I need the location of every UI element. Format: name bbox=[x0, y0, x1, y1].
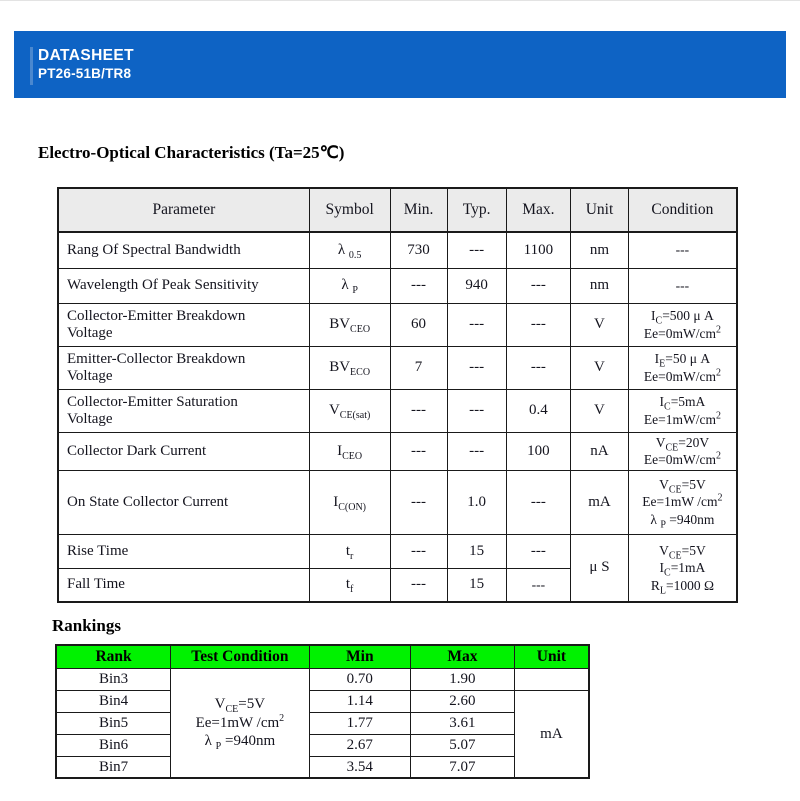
header-banner bbox=[14, 31, 786, 98]
column-header: Max bbox=[410, 645, 514, 668]
table-cell: --- bbox=[447, 303, 506, 346]
table-cell: --- bbox=[506, 470, 571, 534]
table-cell: Wavelength Of Peak Sensitivity bbox=[58, 268, 309, 303]
table-cell: 60 bbox=[390, 303, 447, 346]
electro-optical-section-heading: Electro-Optical Characteristics (Ta=25℃) bbox=[38, 143, 345, 162]
table-cell: $V_{CE}=5V$ Ee=1mW $/cm^2$ λ $_P$ =940nm bbox=[628, 470, 737, 534]
datasheet-page bbox=[0, 1, 800, 801]
rankings-table bbox=[55, 644, 590, 779]
table-cell: $V_{CE}=5V$ $I_C=1mA$ $R_L=1000$ Ω bbox=[628, 534, 737, 602]
table-cell: 5.07 bbox=[410, 734, 514, 756]
table-row bbox=[58, 389, 737, 432]
table-cell: 15 bbox=[447, 568, 506, 602]
column-header: Min. bbox=[390, 188, 447, 232]
table-row bbox=[56, 734, 589, 756]
table-cell: 1.0 bbox=[447, 470, 506, 534]
table-cell: mA bbox=[571, 470, 629, 534]
table-cell: V bbox=[571, 389, 629, 432]
table-cell: λ $_P$ bbox=[309, 268, 390, 303]
table-cell: V bbox=[571, 346, 629, 389]
table-cell: 2.60 bbox=[410, 690, 514, 712]
table-cell: λ $_{0.5}$ bbox=[309, 232, 390, 268]
table-cell: mA bbox=[514, 690, 589, 778]
table-cell: 15 bbox=[447, 534, 506, 568]
table-cell: --- bbox=[390, 470, 447, 534]
table-cell: --- bbox=[506, 568, 571, 602]
table-cell: 0.4 bbox=[506, 389, 571, 432]
table-row bbox=[58, 232, 737, 268]
table-cell: 1100 bbox=[506, 232, 571, 268]
table-cell: nA bbox=[571, 432, 629, 470]
table-cell bbox=[514, 668, 589, 690]
banner-accent-bar bbox=[30, 47, 33, 85]
header-row bbox=[58, 188, 737, 232]
table-cell: --- bbox=[447, 232, 506, 268]
column-header: Unit bbox=[514, 645, 589, 668]
header-row bbox=[56, 645, 589, 668]
table-cell: --- bbox=[390, 268, 447, 303]
table-cell: --- bbox=[506, 303, 571, 346]
rankings-section-heading: Rankings bbox=[52, 616, 121, 635]
table-cell: V bbox=[571, 303, 629, 346]
table-cell: $V_{CE}=5V$ Ee=1mW $/cm^2$ λ $_P$ =940nm bbox=[171, 668, 310, 778]
table-cell: Collector-Emitter Saturation Voltage bbox=[58, 389, 309, 432]
table-row bbox=[58, 346, 737, 389]
column-header: Min bbox=[309, 645, 410, 668]
table-cell: --- bbox=[628, 268, 737, 303]
table-row bbox=[58, 303, 737, 346]
table-cell: $t_r$ bbox=[309, 534, 390, 568]
column-header: Unit bbox=[571, 188, 629, 232]
table-cell: 940 bbox=[447, 268, 506, 303]
table-cell: --- bbox=[447, 389, 506, 432]
table-cell: --- bbox=[390, 568, 447, 602]
table-cell: $BV_{ECO}$ bbox=[309, 346, 390, 389]
table-cell: nm bbox=[571, 232, 629, 268]
column-header: Typ. bbox=[447, 188, 506, 232]
column-header: Test Condition bbox=[171, 645, 310, 668]
electro-optical-characteristics-table bbox=[57, 187, 738, 603]
table-cell: $I_C=5mA$ $Ee=1mW/cm^2$ bbox=[628, 389, 737, 432]
table-cell: Bin7 bbox=[56, 756, 171, 778]
table-row bbox=[58, 432, 737, 470]
table-cell: $I_C=500$ μ A $Ee=0mW/cm^2$ bbox=[628, 303, 737, 346]
table-cell: 1.90 bbox=[410, 668, 514, 690]
table-cell: $t_f$ bbox=[309, 568, 390, 602]
table-cell: --- bbox=[447, 346, 506, 389]
table-cell: 730 bbox=[390, 232, 447, 268]
table-cell: 7 bbox=[390, 346, 447, 389]
column-header: Condition bbox=[628, 188, 737, 232]
part-number: PT26-51B/TR8 bbox=[38, 65, 132, 81]
electro-optical-table-container bbox=[57, 187, 738, 603]
table-row bbox=[56, 690, 589, 712]
table-cell: Fall Time bbox=[58, 568, 309, 602]
table-cell: --- bbox=[506, 346, 571, 389]
table-cell: Rang Of Spectral Bandwidth bbox=[58, 232, 309, 268]
table-cell: 7.07 bbox=[410, 756, 514, 778]
table-cell: On State Collector Current bbox=[58, 470, 309, 534]
table-cell: Bin4 bbox=[56, 690, 171, 712]
table-cell: --- bbox=[506, 268, 571, 303]
table-cell: 0.70 bbox=[309, 668, 410, 690]
banner-text-block bbox=[38, 46, 134, 82]
table-row bbox=[58, 534, 737, 568]
table-row bbox=[56, 668, 589, 690]
table-cell: μ S bbox=[571, 534, 629, 602]
table-cell: --- bbox=[390, 389, 447, 432]
column-header: Max. bbox=[506, 188, 571, 232]
column-header: Symbol bbox=[309, 188, 390, 232]
table-cell: $BV_{CEO}$ bbox=[309, 303, 390, 346]
table-cell: $I_E=50$ μ A $Ee=0mW/cm^2$ bbox=[628, 346, 737, 389]
table-cell: --- bbox=[447, 432, 506, 470]
table-cell: nm bbox=[571, 268, 629, 303]
table-cell: Collector Dark Current bbox=[58, 432, 309, 470]
table-row bbox=[56, 756, 589, 778]
table-cell: Bin6 bbox=[56, 734, 171, 756]
table-cell: 3.54 bbox=[309, 756, 410, 778]
table-cell: Collector-Emitter Breakdown Voltage bbox=[58, 303, 309, 346]
table-cell: Emitter-Collector Breakdown Voltage bbox=[58, 346, 309, 389]
table-cell: $V_{CE(sat)}$ bbox=[309, 389, 390, 432]
table-cell: Bin3 bbox=[56, 668, 171, 690]
table-cell: --- bbox=[506, 534, 571, 568]
table-cell: --- bbox=[390, 432, 447, 470]
table-cell: 100 bbox=[506, 432, 571, 470]
table-cell: 3.61 bbox=[410, 712, 514, 734]
table-cell: $I_{C(ON)}$ bbox=[309, 470, 390, 534]
rankings-table-container bbox=[55, 644, 590, 779]
table-cell: 2.67 bbox=[309, 734, 410, 756]
table-cell: --- bbox=[390, 534, 447, 568]
column-header: Rank bbox=[56, 645, 171, 668]
table-cell: --- bbox=[628, 232, 737, 268]
table-cell: $V_{CE}=20V$ $Ee=0mW/cm^2$ bbox=[628, 432, 737, 470]
table-cell: 1.14 bbox=[309, 690, 410, 712]
document-type-title: DATASHEET bbox=[38, 47, 135, 65]
table-row bbox=[58, 470, 737, 534]
table-row bbox=[56, 712, 589, 734]
table-cell: Bin5 bbox=[56, 712, 171, 734]
table-row bbox=[58, 268, 737, 303]
table-cell: 1.77 bbox=[309, 712, 410, 734]
table-cell: Rise Time bbox=[58, 534, 309, 568]
table-cell: $I_{CEO}$ bbox=[309, 432, 390, 470]
column-header: Parameter bbox=[58, 188, 309, 232]
